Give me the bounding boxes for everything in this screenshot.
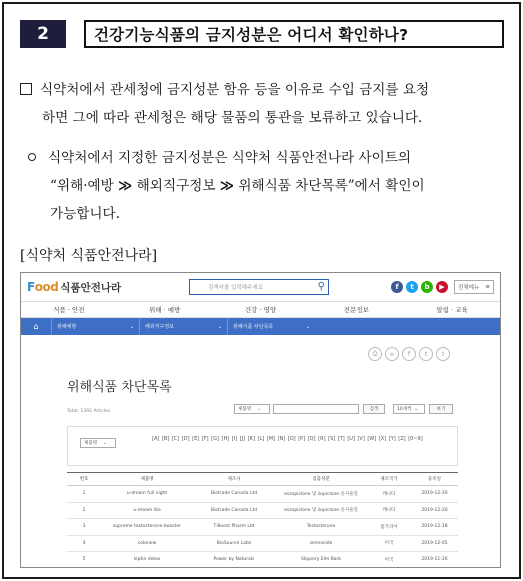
chevron-down-icon: ⌄ (129, 323, 134, 330)
search-placeholder: 검색어를 입력해주세요 (208, 285, 263, 291)
per-page-select[interactable] (393, 404, 425, 414)
search-icon[interactable]: ⚲ (317, 281, 325, 292)
section-number: 2 (20, 20, 66, 48)
table-row[interactable] (67, 502, 458, 519)
cell-product[interactable]: supreme testosterone booster (101, 519, 193, 536)
paragraph-1-line-2: 하면 그에 따라 관세청은 해당 물품의 통관을 보류하고 있습니다. (42, 110, 423, 126)
column-header: 검출성분 (275, 473, 367, 486)
table-row[interactable] (67, 519, 458, 536)
blocklist-table (67, 472, 458, 568)
path-part-2: 해외직구정보 (132, 178, 220, 194)
table-row[interactable] (67, 535, 458, 552)
breadcrumb-label: 해외직구정보 (145, 324, 174, 330)
menu-item-risk-prevention[interactable]: 위해 · 예방 (149, 306, 181, 314)
page-title: 위해식품 차단목록 (67, 380, 172, 395)
food-logo-mark: Food (27, 280, 59, 294)
path-part-3: 위해식품 차단목록”에서 확인이 (234, 178, 425, 194)
cell-ingredient: eszopiclone 및 zopiclone 유사물질 (275, 502, 367, 519)
cell-manufacturer: T-Boost Pharm Ltd (193, 519, 275, 536)
cell-ingredient: eszopiclone 및 zopiclone 유사물질 (275, 486, 367, 503)
per-page-value: 10개씩 (397, 407, 412, 412)
paragraph-2-line-3: 가능합니다. (50, 206, 120, 222)
cell-manufacturer: Power by Naturals (193, 552, 275, 569)
cell-date: 2019-12-05 (411, 535, 458, 552)
cell-number: 1 (67, 486, 101, 503)
chevron-down-icon: ⌄ (257, 406, 261, 412)
filter-search-input[interactable] (273, 404, 359, 414)
facebook-icon[interactable]: f (391, 281, 403, 293)
alpha-field-select[interactable] (80, 438, 116, 448)
cell-country: 불가리아 (367, 519, 411, 536)
cell-date: 2019-12-20 (411, 486, 458, 503)
site-logo-text: 식품안전나라 (60, 281, 122, 294)
cell-country: 미국 (367, 552, 411, 569)
breadcrumb-label: 위해예방 (57, 324, 77, 330)
cell-number: 3 (67, 519, 101, 536)
paragraph-1 (20, 76, 500, 132)
menu-item-health-nutrition[interactable]: 건강 · 영양 (244, 306, 277, 314)
table-row[interactable] (67, 552, 458, 569)
paragraph-1-line-1: 식약처에서 관세청에 금지성분 함유 등을 이유로 수입 금지를 요청 (40, 82, 430, 98)
cell-number: 2 (67, 502, 101, 519)
blog-icon[interactable]: b (421, 281, 433, 293)
cell-country: 캐나다 (367, 486, 411, 503)
section-title: 건강기능식품의 금지성분은 어디서 확인하나? (84, 20, 504, 48)
total-count: Total: 1392 Articles (67, 409, 111, 414)
all-menu-button[interactable] (454, 280, 494, 294)
alphabet-links[interactable]: [A] [B] [C] [D] [E] [F] [G] [H] [I] [J] [K] [L] [M] [N] [O] [P] [Q] [R] [S] [T] [U] [V] [W] [X] [Y] [Z] [0~9] (152, 436, 423, 442)
double-chevron-icon: ≫ (219, 178, 235, 194)
twitter-share-icon[interactable]: t (419, 347, 433, 361)
cell-manufacturer: Biotrade Canada Ltd (193, 502, 275, 519)
cell-product[interactable]: colonew (101, 535, 193, 552)
cell-ingredient: Testosterone (275, 519, 367, 536)
chevron-down-icon: ⌄ (103, 440, 107, 446)
cell-number: 4 (67, 535, 101, 552)
paragraph-2-line-2 (28, 172, 500, 200)
cell-manufacturer: Biotrade Canada Ltd (193, 486, 275, 503)
social-links (391, 281, 448, 293)
menu-item-food-safety[interactable]: 식품 · 안전 (53, 306, 85, 314)
cell-ingredient: Slippery Elm Bark (275, 552, 367, 569)
youtube-icon[interactable]: ▶ (436, 281, 448, 293)
cell-product[interactable]: leptin detox (101, 552, 193, 569)
menu-item-notice-education[interactable]: 알림 · 교육 (436, 306, 468, 314)
cell-ingredient: sennoside (275, 535, 367, 552)
cell-number: 5 (67, 552, 101, 569)
cell-country: 캐나다 (367, 502, 411, 519)
circle-bullet-icon (28, 153, 36, 161)
menu-item-expert-info[interactable]: 전문정보 (343, 306, 369, 314)
search-button[interactable]: 검색 (363, 404, 385, 414)
alphabet-filter (67, 426, 458, 466)
twitter-icon[interactable]: t (406, 281, 418, 293)
site-header (21, 273, 500, 302)
square-bullet-icon (20, 83, 32, 95)
hamburger-icon: ≡ (485, 284, 490, 290)
site-screenshot (20, 272, 501, 568)
site-logo[interactable] (27, 280, 147, 295)
breadcrumb-item-blocklist[interactable] (227, 318, 315, 335)
column-header: 등록일 (411, 473, 458, 486)
view-button[interactable]: 보기 (429, 404, 453, 414)
site-search-input[interactable] (189, 279, 329, 295)
column-header: 제조사 (193, 473, 275, 486)
path-part-1: “위해·예방 (50, 178, 119, 194)
column-header: 번호 (67, 473, 101, 486)
cell-date: 2019-12-20 (411, 502, 458, 519)
cell-country: 미국 (367, 535, 411, 552)
cell-manufacturer: BioSource Labs (193, 535, 275, 552)
filter-select[interactable] (234, 404, 270, 414)
chevron-down-icon: ⌄ (217, 323, 222, 330)
paragraph-2-line-1: 식약처에서 지정한 금지성분은 식약처 식품안전나라 사이트의 (48, 150, 412, 166)
print-icon[interactable]: ⎙ (368, 347, 382, 361)
cell-date: 2019-11-26 (411, 552, 458, 569)
column-header: 제품명 (101, 473, 193, 486)
alpha-field-value: 제품명 (84, 441, 98, 446)
cell-product[interactable]: u-dream full night (101, 486, 193, 503)
breadcrumb-label: 위해식품 차단목록 (233, 324, 274, 330)
breadcrumb-item-risk[interactable] (51, 318, 139, 335)
column-header: 제조국가 (367, 473, 411, 486)
cell-date: 2019-12-18 (411, 519, 458, 536)
section-heading (20, 20, 504, 48)
breadcrumb-item-overseas[interactable] (139, 318, 227, 335)
home-icon[interactable]: ⌂ (33, 322, 39, 331)
facebook-share-icon[interactable]: f (402, 347, 416, 361)
all-menu-label: 전체메뉴 (458, 285, 480, 291)
paragraph-2 (28, 144, 500, 228)
chevron-down-icon: ⌄ (414, 406, 419, 412)
chevron-down-icon: ⌄ (305, 323, 310, 330)
cell-product[interactable]: u-dream lite (101, 502, 193, 519)
table-header-row (67, 473, 458, 486)
share-tools (368, 347, 450, 361)
double-chevron-icon: ≫ (118, 178, 133, 194)
filter-select-value: 제품명 (238, 407, 252, 412)
share-icon[interactable]: ⇪ (436, 347, 450, 361)
table-row[interactable] (67, 486, 458, 503)
link-icon[interactable]: ∞ (385, 347, 399, 361)
main-menu (21, 302, 500, 318)
breadcrumb (21, 318, 500, 335)
source-label: [식약처 식품안전나라] (20, 248, 158, 264)
